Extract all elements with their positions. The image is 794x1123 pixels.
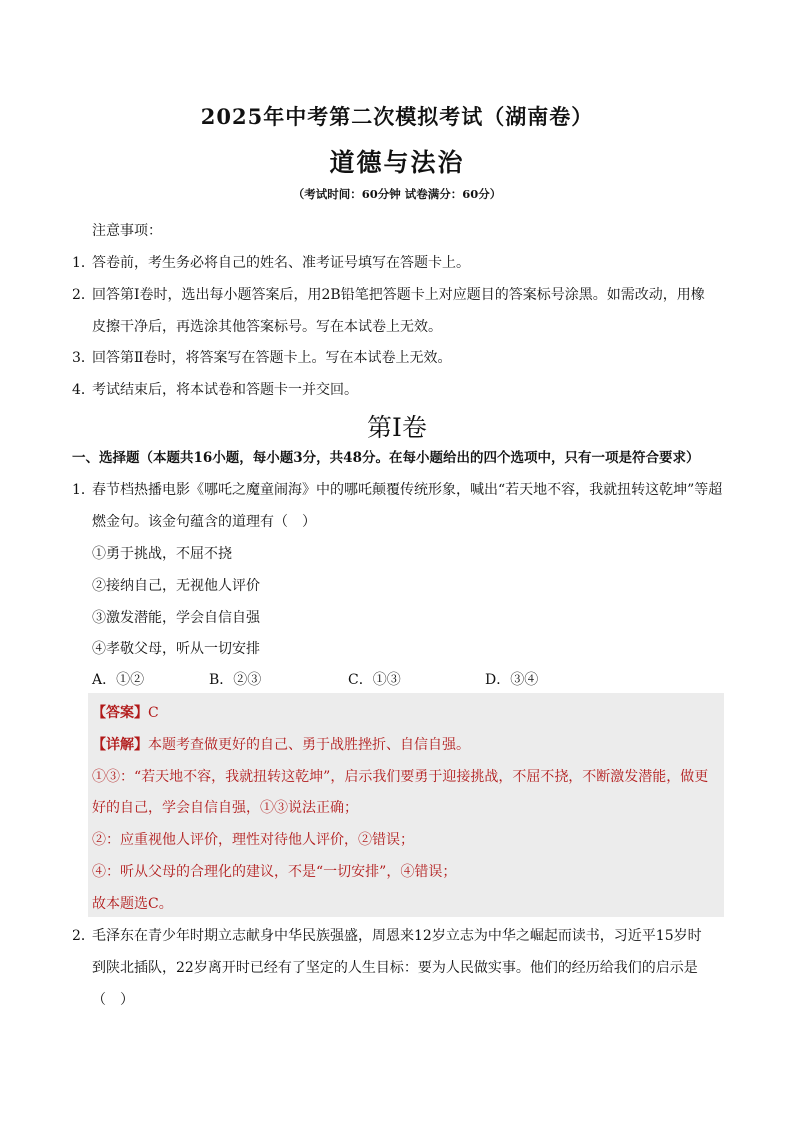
statement: ③激发潜能，学会自信自强 xyxy=(92,610,260,626)
question-stem: 春节档热播电影《哪吒之魔童闹海》中的哪吒颠覆传统形象，喊出“若天地不容，我就扭转这乾坤”等超 xyxy=(92,482,723,498)
question-number: 2． xyxy=(72,928,95,944)
question-stem: 毛泽东在青少年时期立志献身中华民族强盛，周恩来12岁立志为中华之崛起而读书，习近平15岁时 xyxy=(92,928,702,944)
option-a: A．①② xyxy=(92,672,145,688)
notes-heading: 注意事项： xyxy=(92,223,162,239)
note-text: 回答第Ⅰ卷时，选出每小题答案后，用2B铅笔把答题卡上对应题目的答案标号涂黑。如需改动，用橡 xyxy=(92,287,705,303)
detail-label: 【详解】 xyxy=(92,737,148,753)
question-stem-cont: 燃金句。该金句蕴含的道理有（ ） xyxy=(92,514,316,530)
note-number: 2． xyxy=(72,287,95,303)
exam-title: 2025年中考第二次模拟考试（湖南卷） xyxy=(200,104,594,129)
option-c: C．①③ xyxy=(348,672,401,688)
analysis-line: ②：应重视他人评价，理性对待他人评价，②错误； xyxy=(92,832,414,848)
answer-label: 【答案】 xyxy=(92,705,148,721)
note-number: 4． xyxy=(72,382,95,398)
subject-title: 道德与法治 xyxy=(329,148,465,177)
exam-info: （考试时间：60分钟 试卷满分：60分） xyxy=(292,187,502,201)
analysis-line: 故本题选C。 xyxy=(92,896,173,912)
option-d: D．③④ xyxy=(485,672,539,688)
question-stem-cont: （ ） xyxy=(92,992,134,1008)
part-title: 第Ⅰ卷 xyxy=(367,413,427,442)
analysis-line: ④：听从父母的合理化的建议，不是“一切安排”，④错误； xyxy=(92,864,457,880)
question-number: 1． xyxy=(72,482,95,498)
option-b: B．②③ xyxy=(209,672,262,688)
note-text-cont: 皮擦干净后，再选涂其他答案标号。写在本试卷上无效。 xyxy=(92,319,442,335)
note-text: 考试结束后，将本试卷和答题卡一并交回。 xyxy=(92,382,358,398)
note-text: 回答第Ⅱ卷时，将答案写在答题卡上。写在本试卷上无效。 xyxy=(92,350,452,366)
note-number: 1． xyxy=(72,255,95,271)
answer-line xyxy=(92,702,159,722)
statement: ②接纳自己，无视他人评价 xyxy=(92,578,260,594)
analysis-line: 好的自己，学会自信自强，①③说法正确； xyxy=(92,800,358,816)
statement: ①勇于挑战，不屈不挠 xyxy=(92,546,232,562)
answer-value: C xyxy=(148,705,159,721)
note-text: 答卷前，考生务必将自己的姓名、准考证号填写在答题卡上。 xyxy=(92,255,470,271)
note-number: 3． xyxy=(72,350,95,366)
analysis-line: ①③：“若天地不容，我就扭转这乾坤”，启示我们要勇于迎接挑战，不屈不挠，不断激发潜能，做更 xyxy=(92,769,709,785)
section-heading: 一、选择题（本题共16小题，每小题3分，共48分。在每小题给出的四个选项中，只有一项是符合要求） xyxy=(72,450,700,466)
question-stem-cont: 到陕北插队，22岁离开时已经有了坚定的人生目标：要为人民做实事。他们的经历给我们的启示是 xyxy=(92,960,698,976)
detail-line xyxy=(92,734,470,754)
statement: ④孝敬父母，听从一切安排 xyxy=(92,641,260,657)
detail-text: 本题考查做更好的自己、勇于战胜挫折、自信自强。 xyxy=(148,737,470,753)
